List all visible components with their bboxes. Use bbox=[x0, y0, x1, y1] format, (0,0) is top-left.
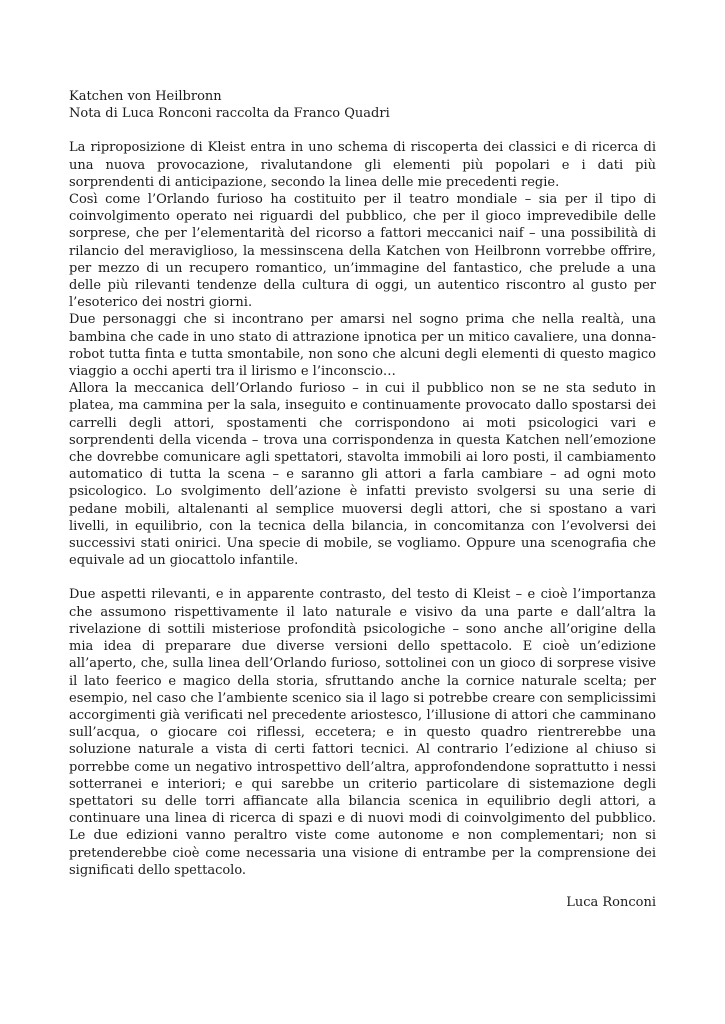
paragraph-mechanics: Allora la meccanica dell’Orlando furioso – in cui il pubblico non se ne sta seduto in platea, ma cammina per la sala, inseguito e continuamente provocato dallo spostarsi dei carrelli degli attori, spostamenti che corrispondono ai moti psicologici vari e sorprendenti della vicenda – trova una corrispondenza in questa Katchen nell’emozione che dovrebbe comunicare agli spettatori, stavolta immobili ai loro posti, il cambiamento automatico di tutta la scena – e saranno gli attori a farla cambiare – ad ogni moto psicologico. Lo svolgimento dell’azione è infatti previsto svolgersi su una serie di pedane mobili, altalenanti al semplice muoversi degli attori, che si spostano a vari livelli, in equilibrio, con la tecnica della bilancia, in concomitanza con l’evolversi dei successivi stati onirici. Una specie di mobile, se vogliamo. Oppure una scenografia che equivale ad un giocattolo infantile. bbox=[69, 381, 656, 569]
document-title: Katchen von Heilbronn bbox=[69, 89, 222, 104]
paragraph-characters: Due personaggi che si incontrano per amarsi nel sogno prima che nella realtà, una bambina che cade in uno stato di attrazione ipnotica per un mitico cavaliere, una donna-robot tutta finta e tutta smontabile, non sono che alcuni degli elementi di questo magico viaggio a occhi aperti tra il lirismo e l’inconscio… bbox=[69, 312, 656, 380]
author-signature: Luca Ronconi bbox=[566, 894, 656, 910]
spacer bbox=[69, 122, 656, 139]
paragraph-orlando: Così come l’Orlando furioso ha costituito per il teatro mondiale – sia per il tipo di coinvolgimento operato nei riguardi del pubblico, che per il gioco imprevedibile delle sorprese, che per l’elementarità del ricorso a fattori meccanici naif – una possibilità di rilancio del meraviglioso, la messinscena della Katchen von Heilbronn vorrebbe offrire, per mezzo di un recupero romantico, un’immagine del fantastico, che prelude a una delle più rilevanti tendenze della cultura di oggi, un autentico riscontro al gusto per l’esoterico dei nostri giorni. bbox=[69, 192, 656, 311]
paragraph-versions: Due aspetti rilevanti, e in apparente contrasto, del testo di Kleist – e cioè l’importanza che assumono rispettivamente il lato naturale e visivo da una parte e dall’altra la rivelazione di sottili misteriose profondità psicologiche – sono anche all’origine della mia idea di preparare due diverse versioni dello spettacolo. E cioè un’edizione all’aperto, che, sulla linea dell’Orlando furioso, sottolinei con un gioco di sorprese visive il lato feerico e magico della storia, sfruttando anche la cornice naturale scelta; per esempio, nel caso che l’ambiente scenico sia il lago si potrebbe creare con semplicissimi accorgimenti già verificati nel precedente ariostesco, l’illusione di attori che camminano sull’acqua, o giocare coi riflessi, eccetera; e in questo quadro rientrerebbe una soluzione naturale a vista di certi fattori tecnici. Al contrario l’edizione al chiuso si porrebbe come un negativo introspettivo dell’altra, approfondendone soprattutto i nessi sotterranei e interiori; e qui sarebbe un criterio particolare di sistemazione degli spettatori su delle torri affiancate alla bilancia scenica in equilibrio degli attori, a continuare una linea di ricerca di spazi e di nuovi modi di coinvolgimento del pubblico. Le due edizioni vanno peraltro viste come autonome e non complementari; non si pretenderebbe cioè come necessaria una visione di entrambe per la comprensione dei significati dello spettacolo. bbox=[69, 587, 656, 878]
document-subtitle: Nota di Luca Ronconi raccolta da Franco Quadri bbox=[69, 106, 390, 122]
document-page bbox=[69, 88, 656, 911]
spacer bbox=[69, 569, 656, 586]
paragraph-intro: La riproposizione di Kleist entra in uno schema di riscoperta dei classici e di ricerca di una nuova provocazione, rivalutandone gli elementi più popolari e i dati più sorprendenti di anticipazione, secondo la linea delle mie precedenti regie. bbox=[69, 140, 656, 190]
